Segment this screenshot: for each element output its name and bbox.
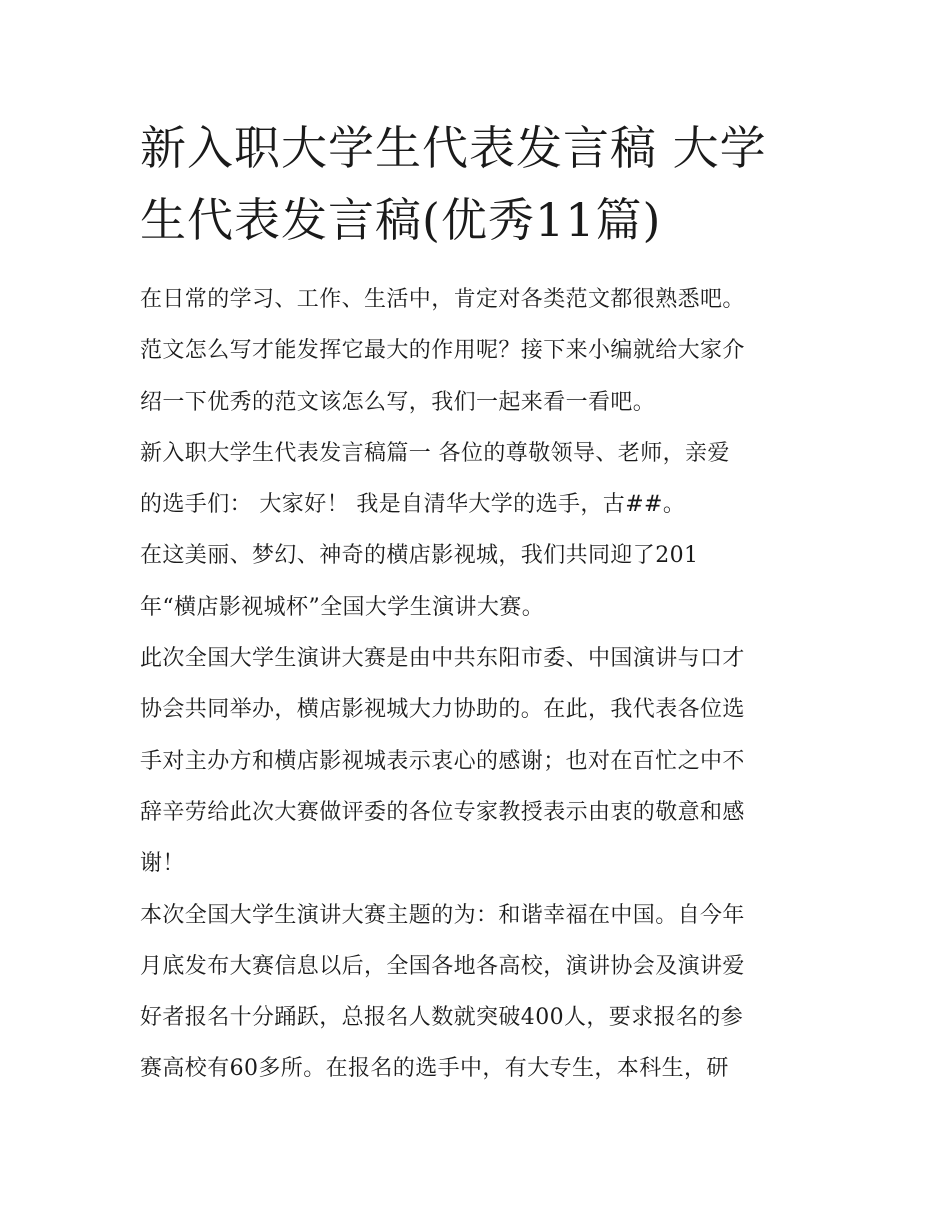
body-line: 好者报名十分踊跃，总报名人数就突破400人，要求报名的参 <box>140 1005 744 1031</box>
body-line: 谢！ <box>140 851 185 877</box>
body-line: 此次全国大学生演讲大赛是由中共东阳市委、中国演讲与口才 <box>140 646 745 672</box>
body-line: 范文怎么写才能发挥它最大的作用呢？接下来小编就给大家介 <box>140 338 745 364</box>
body-line: 绍一下优秀的范文该怎么写，我们一起来看一看吧。 <box>140 389 656 415</box>
body-line: 年“横店影视城杯”全国大学生演讲大赛。 <box>140 594 545 620</box>
body-line: 协会共同举办，横店影视城大力协助的。在此，我代表各位选 <box>140 697 745 723</box>
document-body <box>140 274 830 1095</box>
body-line: 月底发布大赛信息以后，全国各地各高校，演讲协会及演讲爱 <box>140 953 745 979</box>
document-title <box>140 112 830 256</box>
body-line: 手对主办方和横店影视城表示衷心的感谢；也对在百忙之中不 <box>140 748 745 774</box>
body-line: 本次全国大学生演讲大赛主题的为：和谐幸福在中国。自今年 <box>140 902 745 928</box>
body-line: 在日常的学习、工作、生活中，肯定对各类范文都很熟悉吧。 <box>140 287 745 312</box>
body-line: 的选手们： 大家好！ 我是自清华大学的选手，古##。 <box>140 492 686 518</box>
title-line: 新入职大学生代表发言稿 大学 <box>140 121 767 175</box>
body-line: 赛高校有60多所。在报名的选手中，有大专生，本科生，研 <box>140 1056 729 1082</box>
body-line: 新入职大学生代表发言稿篇一 各位的尊敬领导、老师，亲爱 <box>140 440 730 466</box>
body-line: 辞辛劳给此次大赛做评委的各位专家教授表示由衷的敬意和感 <box>140 799 745 825</box>
body-line: 在这美丽、梦幻、神奇的横店影视城，我们共同迎了201 <box>140 543 699 569</box>
title-line: 生代表发言稿(优秀11篇) <box>140 193 662 247</box>
